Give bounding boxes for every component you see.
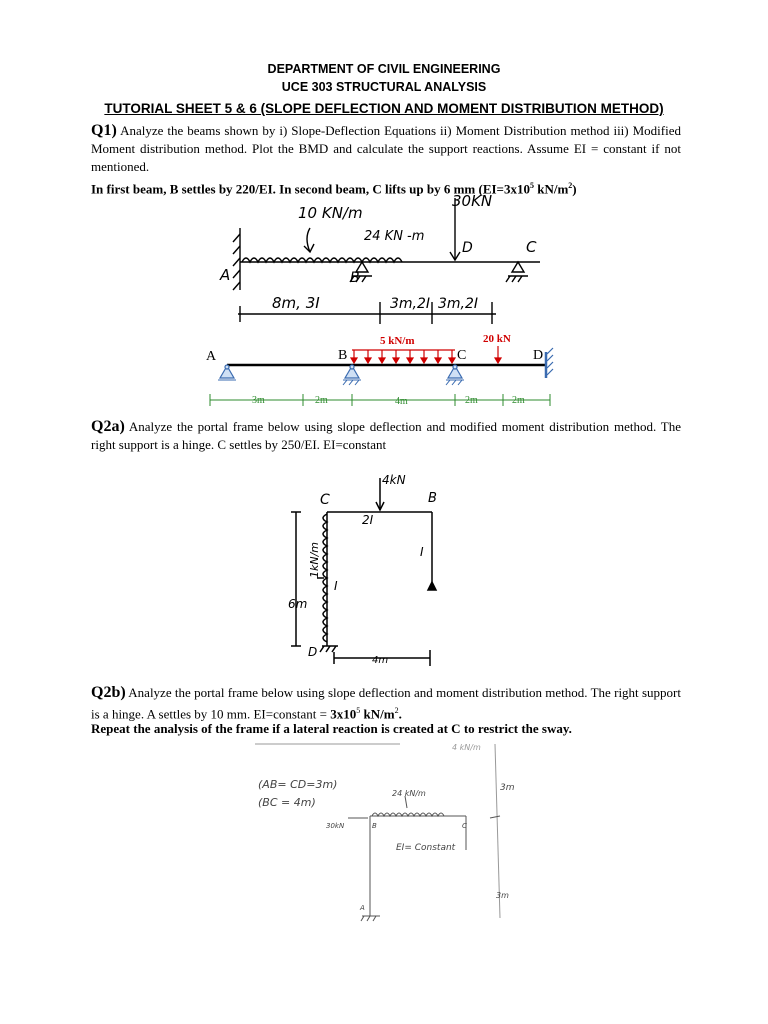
q2b-paragraph: Q2b) Analyze the portal frame below using slope deflection and moment distribution method. The right support is a hinge. A settles by 10 mm. EI=constant = $3x10^5$ $kN/m^2$. [91, 684, 681, 722]
q2b-ei-label: EI= Constant [396, 843, 456, 853]
q2a-load-label: 4kN [382, 473, 406, 487]
beam2-udl-label: 5 kN/m [380, 335, 415, 347]
q2b-right-bottom: 3m [496, 891, 509, 900]
beam1-span2: 3m,2I [390, 296, 431, 312]
q2b-load-label: 30kN [326, 822, 345, 830]
q2a-node-b: B [428, 491, 437, 506]
beam1-span1: 8m, 3I [272, 294, 320, 312]
q2a-height: 6m [288, 597, 308, 611]
q1-paragraph [91, 122, 681, 176]
tutorial-heading: TUTORIAL SHEET 5 & 6 (SLOPE DEFLECTION AND MOMENT DISTRIBUTION METHOD) [104, 101, 664, 116]
q2b-node-b: B [372, 822, 377, 830]
beam1-figure [200, 190, 560, 330]
beam2-dim-2: 2m [315, 395, 328, 406]
q2b-udl-label: 24 kN/m [392, 789, 426, 798]
q2a-node-c: C [320, 492, 330, 508]
q2a-col-left-i: I [334, 579, 338, 593]
q2b-node-a: A [360, 904, 365, 912]
q1-label: Q1) [91, 122, 117, 139]
beam1-node-b: B [350, 270, 360, 286]
department-heading: DEPARTMENT OF CIVIL ENGINEERING [267, 62, 501, 76]
beam1-span3: 3m,2I [438, 296, 479, 312]
q2b-right-top: 3m [500, 783, 515, 793]
q2b-frame-figure [230, 738, 550, 928]
q2a-frame-figure [280, 470, 470, 680]
beam2-point-load-label: 20 kN [483, 333, 511, 345]
beam1-udl-label: 10 KN/m [298, 204, 363, 222]
q2b-note: Repeat the analysis of the frame if a lateral reaction is created at C to restrict the sway. [91, 721, 572, 736]
q2a-text: Analyze the portal frame below using slope deflection and modified moment distribution method. The right support is a hinge. C settles by 250/EI. EI=constant [91, 419, 681, 452]
beam2-figure [200, 330, 570, 415]
beam2-dim-1: 3m [252, 395, 265, 406]
course-heading: UCE 303 STRUCTURAL ANALYSIS [281, 80, 487, 94]
beam2-dim-4: 2m [465, 395, 478, 406]
beam2-dim-3: 4m [395, 396, 408, 407]
q2a-label: Q2a) [91, 418, 125, 435]
q2a-beam-i: 2I [362, 513, 374, 527]
q2b-label: Q2b) [91, 684, 126, 701]
q2b-node-c: C [462, 822, 467, 830]
q1-text: Analyze the beams shown by i) Slope-Deflection Equations ii) Moment Distribution method iii) Modified Moment distribution method. Plot the BMD and calculate the support reactions. Assume EI = constant if not mentioned. [91, 123, 681, 174]
beam2-node-c: C [457, 348, 467, 363]
q1-note: In first beam, B settles by 220/EI. In second beam, C lifts up by 6 mm ($EI=3x10^5$ $kN/m^2$) [91, 181, 577, 197]
beam1-moment-label: 24 KN -m [364, 229, 425, 244]
q2a-udl-label: 1kN/m [308, 541, 321, 578]
q2a-width: 4m [372, 655, 389, 666]
q2b-dims1: (AB= CD=3m) [258, 778, 338, 791]
q2b-text: Analyze the portal frame below using slope deflection and moment distribution method. The right support is a hinge. A settles by 10 mm. EI=constant = [91, 685, 681, 722]
q2a-paragraph [91, 418, 681, 454]
q2a-node-d: D [308, 645, 318, 659]
q2b-top-note: 4 kN/m [452, 743, 481, 752]
beam1-point-load-label: 30KN [452, 192, 493, 210]
beam1-node-a: A [220, 266, 231, 284]
beam2-node-b: B [338, 348, 348, 363]
q2b-dims2: (BC = 4m) [258, 796, 316, 809]
beam1-node-d: D [462, 240, 473, 256]
beam2-dim-5: 2m [512, 395, 525, 406]
beam1-node-c: C [526, 238, 537, 256]
beam2-node-d: D [533, 348, 544, 363]
q2a-col-right-i: I [420, 545, 424, 559]
beam2-node-a: A [206, 349, 217, 364]
